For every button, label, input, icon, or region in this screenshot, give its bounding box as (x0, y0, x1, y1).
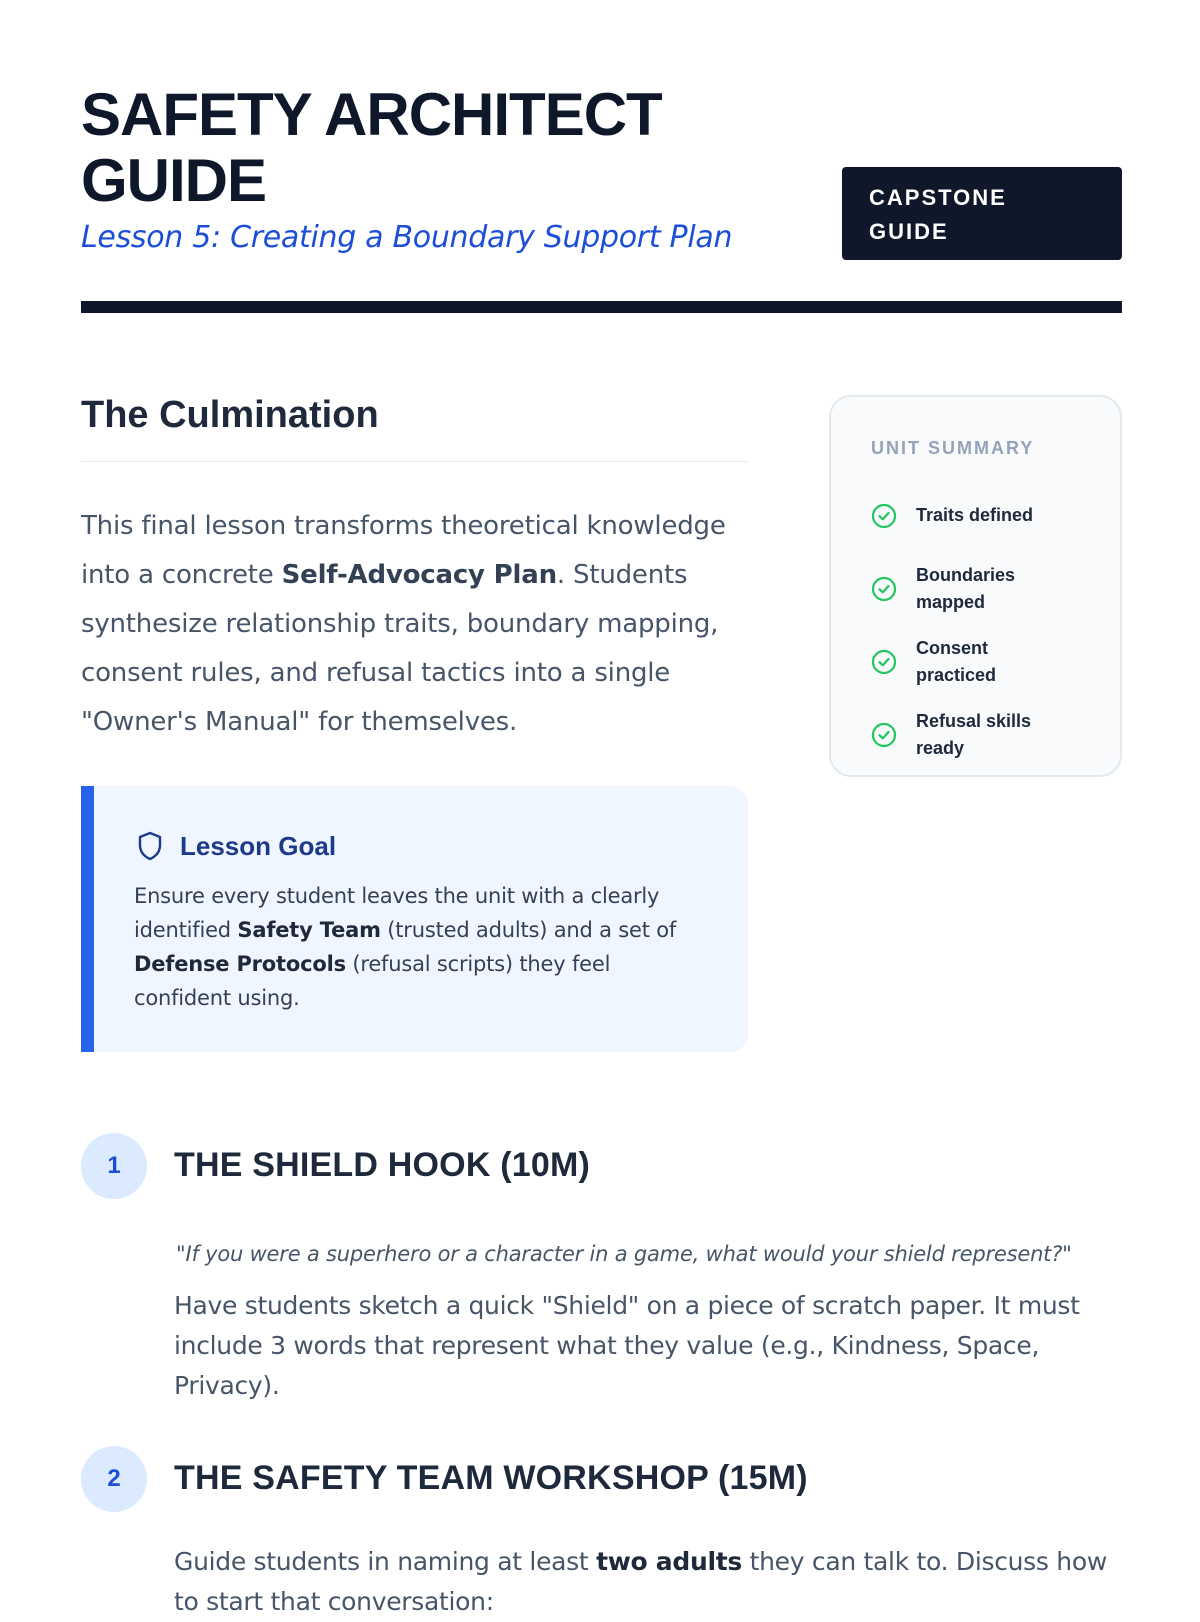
summary-item-label: Refusal skills ready (916, 710, 1032, 758)
step-body-bold: two adults (596, 1547, 742, 1576)
goal-bold-2: Defense Protocols (134, 952, 346, 976)
summary-item (871, 698, 1120, 771)
step-body-text-2: they can talk to. Discuss how to start that conversation: (174, 1547, 1107, 1616)
badge-line-2: GUIDE (869, 219, 949, 244)
step-title: THE SAFETY TEAM WORKSHOP (15M) (174, 1459, 808, 1497)
summary-item (871, 479, 1120, 552)
shield-icon (134, 830, 166, 862)
lesson-goal-header (134, 830, 708, 862)
step-number-badge: 1 (81, 1133, 147, 1199)
culmination-heading: The Culmination (81, 394, 379, 436)
capstone-badge (842, 167, 1122, 260)
goal-bold-1: Safety Team (237, 918, 381, 942)
header-divider (81, 301, 1122, 313)
page-subtitle: Lesson 5: Creating a Boundary Support Plan (81, 220, 733, 255)
unit-summary-list (871, 479, 1120, 771)
summary-item-label: Consent practiced (916, 637, 997, 685)
check-circle-icon (871, 503, 897, 529)
step-body-text-1: Guide students in naming at least (174, 1547, 597, 1576)
goal-text-3: (refusal scripts) they feel confident using. (134, 952, 611, 1010)
unit-summary-title: UNIT SUMMARY (871, 438, 1035, 458)
step-title: THE SHIELD HOOK (10M) (174, 1146, 591, 1184)
summary-item (871, 625, 1120, 698)
summary-item-label: Boundaries mapped (916, 564, 1016, 612)
step-2 (81, 1446, 1122, 1616)
intro-text-2: . Students synthesize relationship traits, boundary mapping, consent rules, and refusal tactics into a single "Owner's Manual" for themselves. (81, 560, 719, 737)
step-1 (81, 1133, 1122, 1400)
badge-line-1: CAPSTONE (869, 185, 1007, 210)
page-title: SAFETY ARCHITECT GUIDE (81, 81, 662, 214)
summary-item-label: Traits defined (916, 505, 1034, 525)
step-body: Have students sketch a quick "Shield" on a piece of scratch paper. It must include 3 words that represent what they value (e.g., Kindness, Space, Privacy). (174, 1291, 1080, 1400)
lesson-goal-text (134, 879, 708, 1015)
step-body (174, 1542, 1122, 1622)
culmination-divider (81, 461, 748, 462)
goal-text-1: Ensure every student leaves the unit with a clearly identified (134, 884, 660, 942)
culmination-intro (81, 502, 748, 747)
lesson-goal-callout (81, 786, 748, 1052)
step-number-badge: 2 (81, 1446, 147, 1512)
check-circle-icon (871, 576, 897, 602)
page-header (81, 82, 1122, 255)
check-circle-icon (871, 722, 897, 748)
step-quote: "If you were a superhero or a character in a game, what would your shield represent?" (176, 1242, 1072, 1266)
intro-text-1: This final lesson transforms theoretical knowledge into a concrete (81, 511, 726, 590)
intro-bold: Self-Advocacy Plan (281, 560, 557, 590)
lesson-goal-title: Lesson Goal (180, 830, 337, 861)
summary-item (871, 552, 1120, 625)
unit-summary-card (829, 395, 1122, 777)
check-circle-icon (871, 649, 897, 675)
goal-text-2: (trusted adults) and a set of (380, 918, 677, 942)
